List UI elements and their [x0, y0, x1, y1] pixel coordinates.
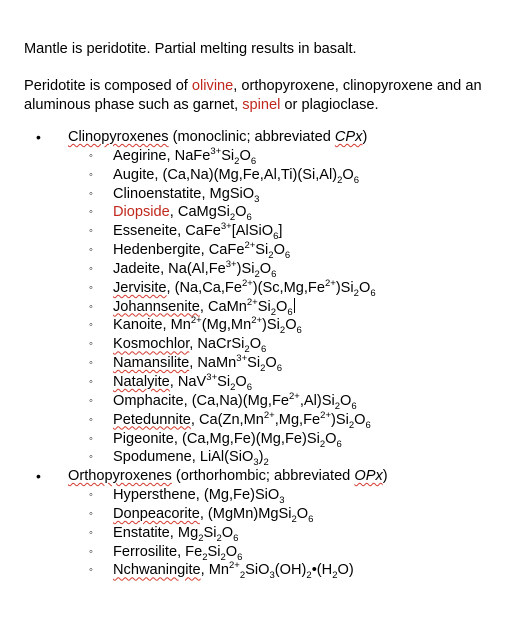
separator: , — [177, 543, 186, 560]
clinopyroxene-minerals — [0, 147, 388, 467]
intro-paragraph: Mantle is peridotite. Partial melting results in basalt. — [24, 41, 357, 57]
mineral-name: Petedunnite — [113, 411, 191, 428]
mineral-formula: $(Ca,Mg,Fe)(Mg,Fe)Si_2O_6$ — [181, 430, 342, 450]
mineral-name: Spodumene — [113, 449, 192, 466]
mineral-name: Jervisite — [113, 279, 167, 296]
mineral-name: Augite — [113, 166, 155, 183]
list-item — [0, 354, 388, 373]
mineral-formula: $(Na,Ca,Fe^{2+})(Sc,Mg,Fe^{2+})Si_2O_6$ — [174, 277, 376, 299]
list-item — [0, 279, 388, 298]
mineral-formula: $NaCrSi_2O_6$ — [197, 336, 267, 356]
mineral-formula: $NaV^{3+}Si_2O_6$ — [177, 372, 253, 393]
mineral-name: Esseneite — [113, 223, 178, 240]
text-cursor — [294, 298, 295, 313]
separator: , — [200, 242, 209, 259]
mineral-formula: $NaFe^{3+}Si_2O_6$ — [174, 145, 257, 167]
sub-bullet-icon: ◦ — [89, 413, 93, 426]
mineral-formula: $NaMn^{3+}Si_2O_6$ — [197, 353, 283, 375]
mineral-formula: MgSiO$_3$ — [209, 185, 260, 205]
group-abbr: CPx — [334, 129, 363, 145]
spinel-highlight: spinel — [242, 97, 281, 113]
mineral-name: Omphacite — [113, 392, 184, 409]
mineral-formula: $Fe_2Si_2O_6$ — [185, 543, 243, 563]
separator: , — [189, 336, 198, 353]
mineral-name: Donpeacorite — [113, 505, 200, 522]
mineral-formula: $Mg_2Si_2O_6$ — [177, 524, 239, 544]
sub-bullet-icon: ◦ — [89, 281, 93, 294]
group-heading — [0, 128, 388, 147]
separator: , — [195, 487, 204, 504]
sub-bullet-icon: ◦ — [89, 489, 93, 502]
sub-bullet-icon: ◦ — [89, 187, 93, 200]
separator: , — [154, 166, 163, 183]
mineral-name: Enstatite — [113, 524, 170, 541]
separator: , — [169, 204, 178, 221]
group-clinopyroxenes — [0, 128, 388, 467]
separator: , — [189, 355, 198, 372]
mineral-name: Namansilite — [113, 355, 190, 372]
list-item — [0, 373, 388, 392]
sub-bullet-icon: ◦ — [89, 394, 93, 407]
sub-bullet-icon: ◦ — [89, 375, 93, 388]
pyroxene-list — [0, 128, 388, 580]
separator: , — [166, 279, 175, 296]
sub-bullet-icon: ◦ — [89, 545, 93, 558]
separator: , — [190, 411, 200, 428]
sub-bullet-icon: ◦ — [89, 149, 93, 162]
separator: , — [199, 505, 208, 522]
list-item — [0, 222, 388, 241]
sub-bullet-icon: ◦ — [89, 300, 93, 313]
mineral-formula: $LiAl(SiO_3)_2$ — [199, 449, 269, 469]
list-item — [0, 335, 388, 354]
mineral-name: Clinoenstatite — [113, 185, 202, 202]
list-item — [0, 166, 388, 185]
separator: , — [160, 260, 169, 277]
mineral-name: Aegirine — [113, 147, 167, 164]
separator: , — [200, 562, 209, 579]
separator: , — [162, 317, 171, 334]
composition-paragraph — [24, 77, 494, 115]
group-heading — [0, 467, 388, 486]
sub-bullet-icon: ◦ — [89, 262, 93, 275]
list-item — [0, 505, 388, 524]
sub-bullet-icon: ◦ — [89, 206, 93, 219]
list-item — [0, 241, 388, 260]
sub-bullet-icon: ◦ — [89, 526, 93, 539]
separator: , — [201, 185, 210, 202]
mineral-name: Hedenbergite — [113, 242, 201, 259]
list-item — [0, 561, 388, 580]
sub-bullet-icon: ◦ — [89, 451, 93, 464]
mineral-formula: $(Ca,Na)(Mg,Fe^{2+},Al)Si_2O_6$ — [191, 390, 357, 412]
separator: , — [169, 524, 178, 541]
separator: , — [183, 392, 192, 409]
composition-text-b: , orthopyroxene, clinopyroxene and an aluminous phase such as garnet, — [24, 78, 482, 113]
sub-bullet-icon: ◦ — [89, 244, 93, 257]
sub-bullet-icon: ◦ — [89, 564, 93, 577]
group-name: Orthopyroxenes — [68, 468, 172, 485]
mineral-name: Kanoite — [113, 317, 163, 334]
composition-text-c: or plagioclase. — [280, 97, 379, 113]
group-abbr: OPx — [354, 468, 383, 485]
mineral-formula: $Na(Al,Fe^{3+})Si_2O_6$ — [168, 259, 277, 280]
group-desc-a: (orthorhombic; abbreviated — [171, 468, 355, 485]
mineral-name: Hypersthene — [113, 487, 196, 504]
group-orthopyroxenes — [0, 467, 388, 580]
mineral-formula: $Ca(Zn,Mn^{2+},Mg,Fe^{2+})Si_2O_6$ — [199, 409, 371, 431]
mineral-name: Pigeonite — [113, 430, 174, 447]
mineral-name: Kosmochlor — [113, 336, 190, 353]
list-item — [0, 203, 388, 222]
mineral-name: Natalyite — [113, 373, 170, 390]
sub-bullet-icon: ◦ — [89, 319, 93, 332]
list-item — [0, 147, 388, 166]
bullet-icon: • — [36, 468, 41, 485]
list-item — [0, 448, 388, 467]
mineral-formula: $Mn^{2+}_2SiO_3(OH)_2•(H_2O)$ — [208, 560, 354, 582]
list-item — [0, 486, 388, 505]
separator: , — [191, 449, 200, 466]
list-item — [0, 411, 388, 430]
list-item — [0, 430, 388, 449]
list-item — [0, 524, 388, 543]
mineral-name: Johannsenite — [113, 298, 200, 315]
separator: , — [177, 223, 186, 240]
mineral-formula: $CaMgSi_2O_6$ — [177, 204, 252, 224]
sub-bullet-icon: ◦ — [89, 338, 93, 351]
list-item — [0, 260, 388, 279]
bullet-icon: • — [36, 129, 41, 145]
sub-bullet-icon: ◦ — [89, 432, 93, 445]
mineral-name: Nchwaningite — [113, 562, 201, 579]
mineral-formula: CaFe$^{3+}$[AlSiO$_6$] — [185, 221, 283, 243]
olivine-highlight: olivine — [191, 78, 234, 94]
mineral-formula: $(MgMn)MgSi_2O_6$ — [207, 505, 314, 525]
list-item — [0, 543, 388, 562]
separator: , — [173, 430, 182, 447]
separator: , — [166, 147, 175, 164]
sub-bullet-icon: ◦ — [89, 507, 93, 520]
group-desc-b: ) — [382, 468, 388, 485]
sub-bullet-icon: ◦ — [89, 357, 93, 370]
composition-text-a: Peridotite is composed of — [24, 78, 192, 94]
mineral-formula: $Mn^{2+}(Mg,Mn^{2+})Si_2O_6$ — [170, 315, 302, 337]
group-desc-a: (monoclinic; abbreviated — [168, 129, 335, 145]
mineral-name: Jadeite — [113, 260, 161, 277]
mineral-name: Diopside — [113, 204, 170, 221]
group-desc-b: ) — [362, 129, 368, 145]
separator: , — [169, 373, 178, 390]
mineral-formula: $CaFe^{2+}Si_2O_6$ — [208, 240, 291, 261]
sub-bullet-icon: ◦ — [89, 168, 93, 181]
mineral-formula: (Mg,Fe)SiO$_3$ — [203, 487, 285, 506]
orthopyroxene-minerals — [0, 486, 388, 580]
list-item — [0, 392, 388, 411]
sub-bullet-icon: ◦ — [89, 225, 93, 238]
mineral-formula: $(Ca,Na)(Mg,Fe,Al,Ti)(Si,Al)_2O_6$ — [162, 166, 360, 186]
list-item — [0, 185, 388, 204]
list-item — [0, 298, 388, 317]
mineral-name: Ferrosilite — [113, 543, 178, 560]
separator: , — [199, 298, 208, 315]
mineral-formula: $CaMn^{2+}Si_2O_6$ — [207, 296, 293, 318]
group-name: Clinopyroxenes — [68, 129, 169, 145]
list-item — [0, 316, 388, 335]
